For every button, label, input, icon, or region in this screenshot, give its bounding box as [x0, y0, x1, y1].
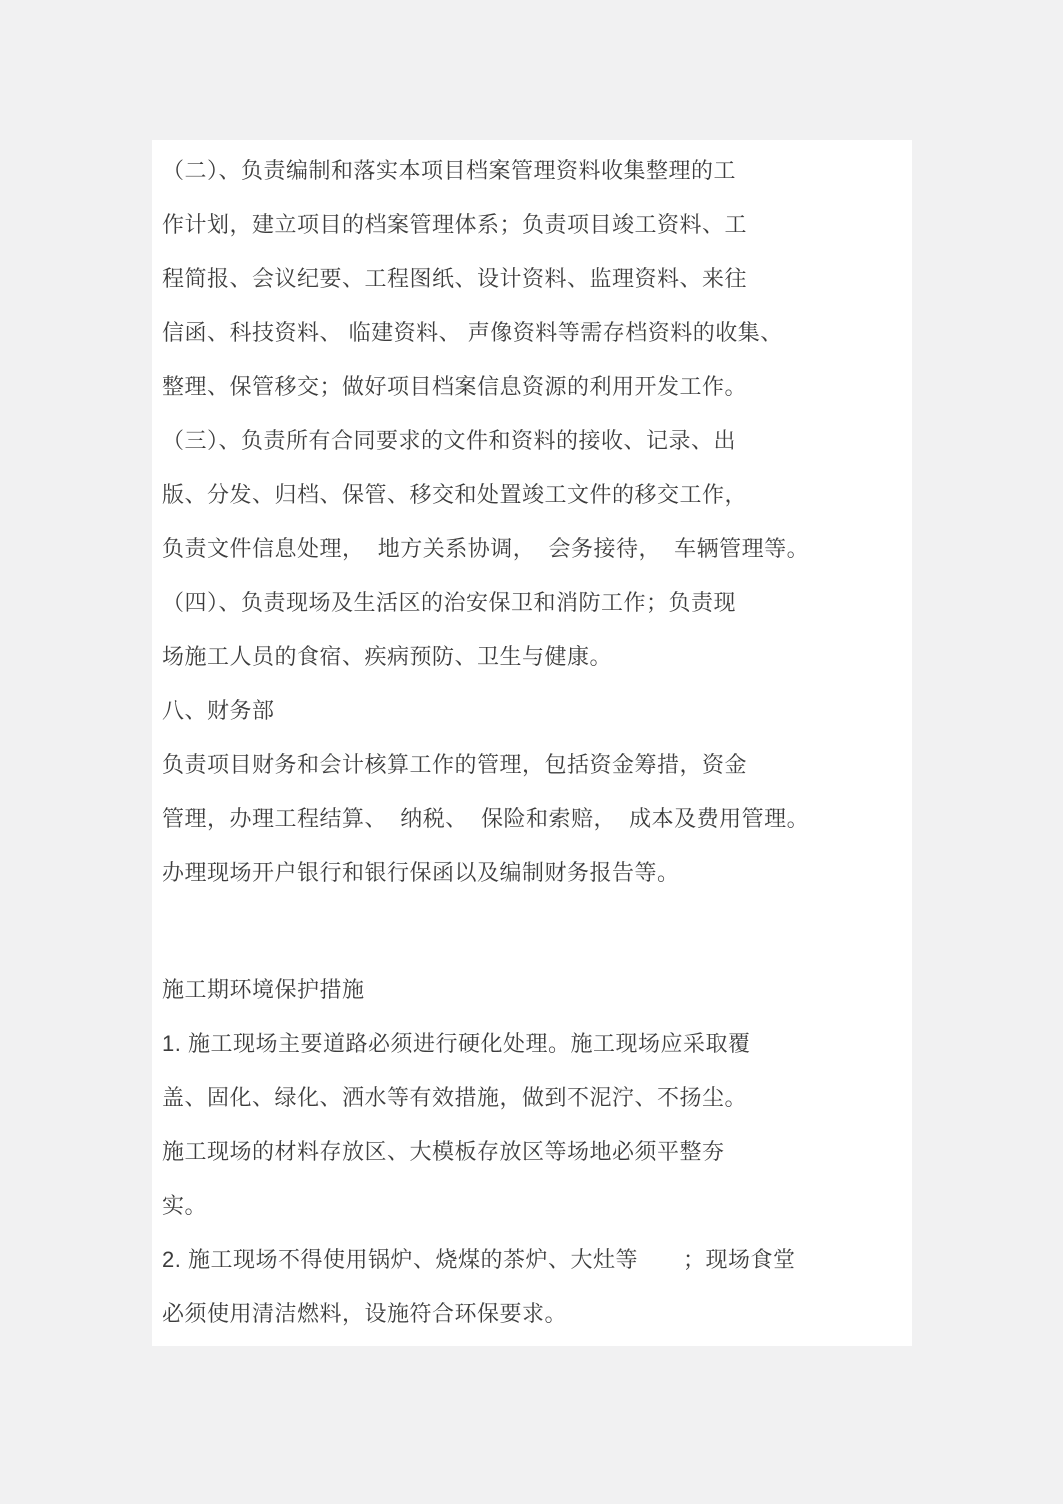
document-line: 管理，办理工程结算、 纳税、 保险和索赔， 成本及费用管理。 — [162, 806, 810, 831]
document-line: 必须使用清洁燃料，设施符合环保要求。 — [162, 1301, 568, 1326]
document-line: 作计划，建立项目的档案管理体系；负责项目竣工资料、工 — [162, 212, 748, 237]
document-line: 版、分发、归档、保管、移交和处置竣工文件的移交工作， — [162, 482, 748, 507]
document-line: （四）、负责现场及生活区的治安保卫和消防工作；负责现 — [162, 590, 737, 615]
document-line: 程简报、会议纪要、工程图纸、设计资料、监理资料、来往 — [162, 266, 748, 291]
document-line: 施工现场的材料存放区、大模板存放区等场地必须平整夯 — [162, 1139, 725, 1164]
document-line: 八、财务部 — [162, 698, 275, 723]
document-line: 办理现场开户银行和银行保函以及编制财务报告等。 — [162, 860, 680, 885]
document-line: 负责文件信息处理， 地方关系协调， 会务接待， 车辆管理等。 — [162, 536, 810, 561]
document-text — [162, 144, 902, 1341]
document-line: 负责项目财务和会计核算工作的管理，包括资金筹措，资金 — [162, 752, 748, 777]
document-line: 2. 施工现场不得使用锅炉、烧煤的茶炉、大灶等 ；现场食堂 — [162, 1247, 796, 1272]
document-line: 整理、保管移交；做好项目档案信息资源的利用开发工作。 — [162, 374, 748, 399]
document-page — [152, 140, 912, 1346]
document-line: 场施工人员的食宿、疾病预防、卫生与健康。 — [162, 644, 613, 669]
document-line: 实。 — [162, 1193, 208, 1218]
blank-line — [162, 900, 902, 963]
document-line: 施工期环境保护措施 — [162, 977, 365, 1002]
document-line: 盖、固化、绿化、洒水等有效措施，做到不泥泞、不扬尘。 — [162, 1085, 748, 1110]
document-line: 信函、科技资料、 临建资料、 声像资料等需存档资料的收集、 — [162, 320, 783, 345]
document-line: （二）、负责编制和落实本项目档案管理资料收集整理的工 — [162, 158, 737, 183]
document-line: 1. 施工现场主要道路必须进行硬化处理。施工现场应采取覆 — [162, 1031, 751, 1056]
document-line: （三）、负责所有合同要求的文件和资料的接收、记录、出 — [162, 428, 737, 453]
